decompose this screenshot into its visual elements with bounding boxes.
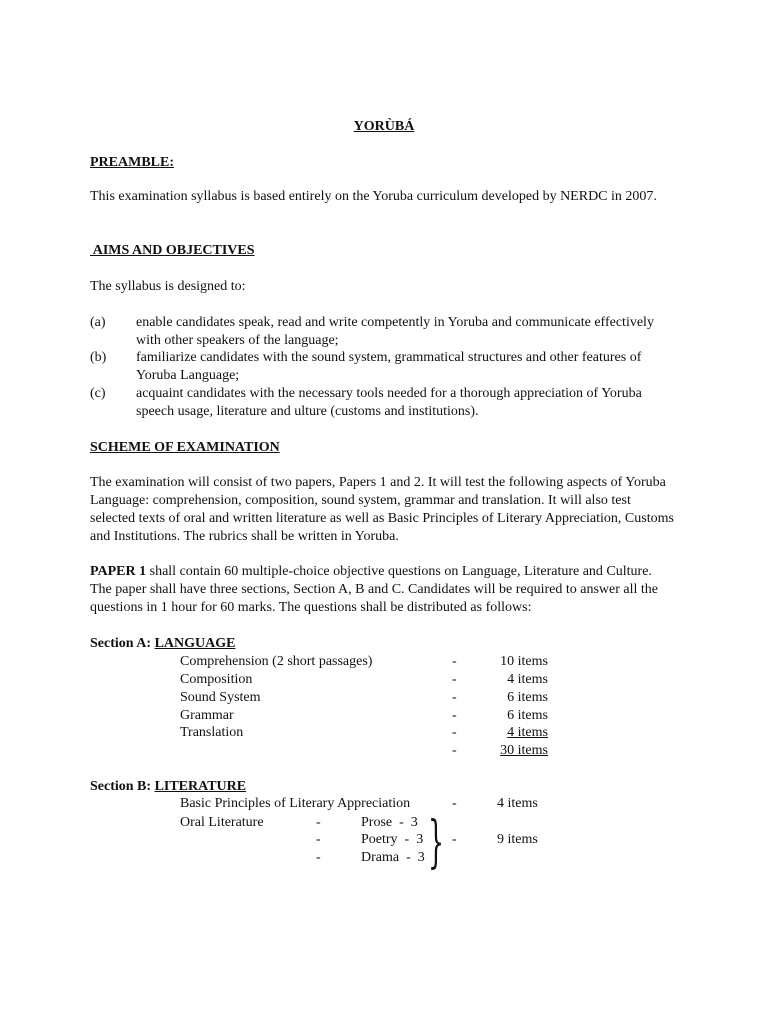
section-b-heading: [90, 778, 246, 796]
scheme-text: The examination will consist of two papers, Papers 1 and 2. It will test the following aspects of Yoruba Language: comprehension, composition, sound system, grammar and translation. It will also test selected texts of oral and written literature as well as Basic Principles of Literary Appreciation, Customs and Institutions. The rubrics shall be written in Yoruba.: [90, 475, 674, 544]
row-dash: -: [452, 796, 457, 811]
row-label: Basic Principles of Literary Appreciation: [180, 796, 411, 811]
row-dash: -: [452, 725, 457, 740]
row-label: Sound System: [180, 690, 261, 705]
sub-dash: -: [316, 832, 321, 847]
aims-heading: AIMS AND OBJECTIVES: [90, 243, 255, 258]
total-dash: -: [452, 743, 457, 758]
preamble-heading: PREAMBLE:: [90, 155, 174, 170]
oral-literature-label: Oral Literature: [180, 815, 264, 830]
row-dash: -: [452, 654, 457, 669]
row-label: Comprehension (2 short passages): [180, 654, 373, 669]
sub-dash: -: [316, 850, 321, 865]
row-items: 6 items: [507, 708, 548, 723]
oral-dash: -: [452, 832, 457, 847]
oral-items: 9 items: [497, 832, 538, 847]
page-title: YORÙBÁ: [353, 119, 415, 134]
row-items: 10 items: [500, 654, 548, 669]
preamble-text: This examination syllabus is based entirely on the Yoruba curriculum developed by NERDC in 2007.: [90, 189, 657, 204]
section-b-prefix: Section B:: [90, 779, 155, 794]
scheme-heading: SCHEME OF EXAMINATION: [90, 440, 280, 455]
row-items: 4 items: [507, 672, 548, 687]
paper1-label: PAPER 1: [90, 564, 147, 579]
paper1-paragraph: [90, 563, 675, 617]
list-item-text: familiarize candidates with the sound system, grammatical structures and other features of Yoruba Language;: [136, 350, 642, 383]
total-items: 30 items: [500, 743, 548, 758]
sub-item-poetry: Poetry - 3: [361, 832, 424, 847]
sub-item-drama: Drama - 3: [361, 850, 425, 865]
section-a-heading: [90, 635, 235, 653]
section-a-name: LANGUAGE: [154, 636, 236, 651]
section-b-name: LITERATURE: [154, 779, 247, 794]
curly-brace: }: [428, 810, 445, 875]
list-item-label: (a): [90, 315, 106, 330]
row-dash: -: [452, 690, 457, 705]
paper1-text: shall contain 60 multiple-choice objective questions on Language, Literature and Culture. The paper shall have three sections, Section A, B and C. Candidates will be required to answer all the questions in 1 hour for 60 marks. The questions shall be distributed as follows:: [90, 564, 659, 615]
row-items: 4 items: [507, 725, 548, 740]
row-dash: -: [452, 672, 457, 687]
list-item-label: (b): [90, 350, 107, 365]
row-label: Translation: [180, 725, 244, 740]
list-item-text: acquaint candidates with the necessary tools needed for a thorough appreciation of Yoruba speech usage, literature and ulture (customs and institutions).: [136, 386, 642, 419]
list-item-label: (c): [90, 386, 106, 401]
row-items: 4 items: [497, 796, 538, 811]
list-item-text: enable candidates speak, read and write competently in Yoruba and communicate effectively with other speakers of the language;: [136, 315, 654, 348]
sub-dash: -: [316, 815, 321, 830]
sub-item-prose: Prose - 3: [361, 815, 418, 830]
row-items: 6 items: [507, 690, 548, 705]
row-dash: -: [452, 708, 457, 723]
aims-intro: The syllabus is designed to:: [90, 279, 246, 294]
section-a-prefix: Section A:: [90, 636, 155, 651]
row-label: Composition: [180, 672, 253, 687]
row-label: Grammar: [180, 708, 234, 723]
